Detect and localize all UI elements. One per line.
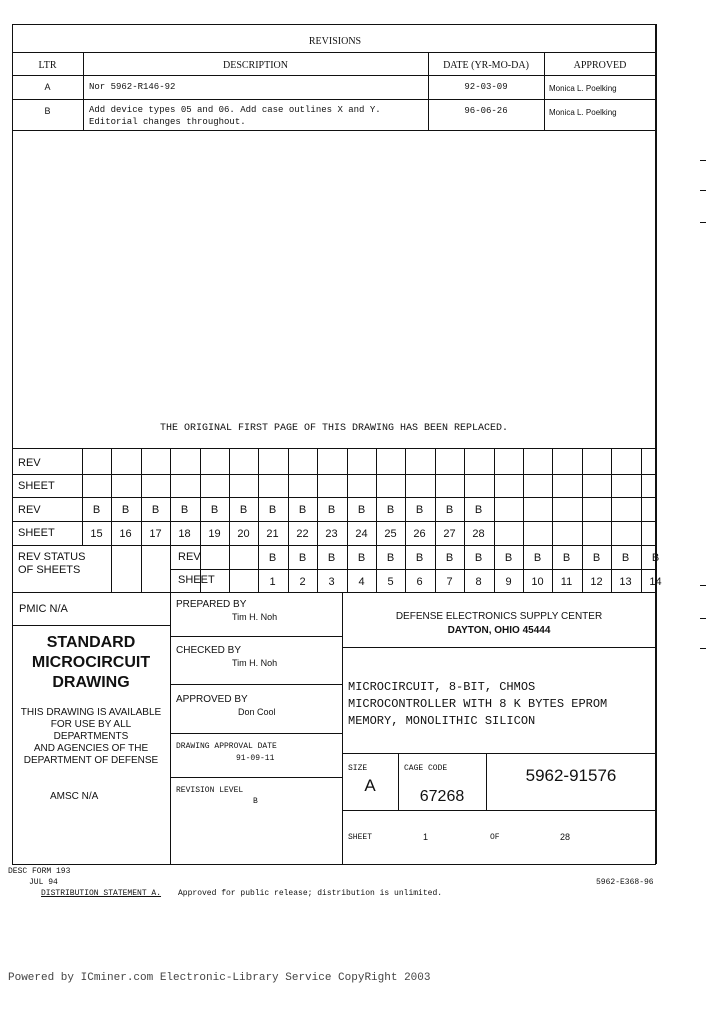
drawing-number: 5962-91576 [525,766,617,785]
distribution-text: Approved for public release; distribution is unlimited. [178,889,443,898]
replaced-note: THE ORIGINAL FIRST PAGE OF THIS DRAWING HAS BEEN REPLACED. [159,423,509,434]
availability-4: AND AGENCIES OF THE [33,743,149,754]
grid-column-line [141,448,142,592]
approved-by-name: Don Cool [238,707,276,717]
row2-sheet-cell: 19 [208,528,221,540]
document-code: 5962-E368-96 [596,878,654,887]
availability-2: FOR USE BY ALL [50,719,132,730]
row3-rev-cell: B [357,552,366,564]
row3-sheet-cell: 11 [560,576,573,588]
row3-sheet-cell: 2 [299,576,306,588]
sheet-value: 1 [423,832,429,842]
grid-column-line [611,448,612,592]
distribution-label: DISTRIBUTION STATEMENT A. [41,889,162,898]
row3-rev-cell: B [621,552,630,564]
agency-name: DEFENSE ELECTRONICS SUPPLY CENTER [395,611,603,622]
row2-rev-cell: B [121,504,130,516]
row2-rev-label: REV [18,504,41,516]
powered-by: Powered by ICminer.com Electronic-Library Service CopyRight 2003 [8,972,431,984]
grid-column-line [111,448,112,592]
row3-rev-cell: B [268,552,277,564]
approved-by-label: APPROVED BY [176,694,248,705]
approval-date: 91-09-11 [236,754,275,763]
rev-b-description-1: Add device types 05 and 06. Add case outlines X and Y. [89,105,381,115]
rev-b-approved: Monica L. Poelking [549,108,617,117]
row2-rev-cell: B [268,504,277,516]
row2-sheet-cell: 17 [149,528,162,540]
title-drawing: DRAWING [52,674,130,691]
rev-b-description-2: Editorial changes throughout. [89,117,246,127]
row2-sheet-cell: 28 [472,528,485,540]
title-microcircuit: MICROCIRCUIT [31,654,151,671]
grid-column-line [582,448,583,592]
size-value: A [364,776,376,795]
row3-sheet-cell: 8 [475,576,482,588]
grid-column-line [464,448,465,592]
availability-5: DEPARTMENT OF DEFENSE [23,755,159,766]
availability-1: THIS DRAWING IS AVAILABLE [20,707,162,718]
grid-column-line [435,448,436,592]
row3-rev-cell: B [504,552,513,564]
row2-sheet-cell: 27 [443,528,456,540]
row1-sheet-label: SHEET [18,480,55,492]
sheet-label: SHEET [348,833,373,842]
approval-date-label: DRAWING APPROVAL DATE [176,742,277,751]
grid-column-line [347,448,348,592]
grid-column-line [641,448,642,592]
row3-sheet-cell: 14 [649,576,662,588]
grid-column-line [376,448,377,592]
row3-rev-cell: B [415,552,424,564]
rev-a-ltr: A [44,82,51,92]
row3-rev-cell: B [327,552,336,564]
row3-sheet-cell: 1 [269,576,276,588]
checked-label: CHECKED BY [176,645,242,656]
device-title-2: MICROCONTROLLER WITH 8 K BYTES EPROM [348,697,608,711]
header-date: DATE (YR-MO-DA) [443,60,529,71]
row3-sheet-cell: 7 [446,576,453,588]
row3-sheet-cell: 13 [619,576,632,588]
row3-sheet-cell: 10 [531,576,544,588]
cage-code-label: CAGE CODE [404,764,448,773]
rev-a-description: Nor 5962-R146-92 [89,82,176,92]
row2-sheet-cell: 16 [119,528,132,540]
frame-top [12,24,656,25]
row2-sheet-cell: 21 [266,528,279,540]
pmic-label: PMIC N/A [19,603,68,615]
row2-rev-cell: B [357,504,366,516]
row3-rev-cell: B [298,552,307,564]
prepared-label: PREPARED BY [176,599,247,610]
row2-rev-cell: B [92,504,101,516]
row2-rev-cell: B [298,504,307,516]
total-sheets: 28 [560,832,571,842]
grid-column-line [170,448,171,592]
row3-sheet-cell: 12 [590,576,603,588]
grid-column-line [317,448,318,592]
row3-rev-cell: B [386,552,395,564]
grid-column-line [405,448,406,592]
cage-code-value: 67268 [419,788,465,805]
grid-column-line [552,448,553,592]
row2-rev-cell: B [386,504,395,516]
row2-rev-cell: B [415,504,424,516]
row3-rev-cell: B [562,552,571,564]
revision-level-label: REVISION LEVEL [176,786,244,795]
header-approved: APPROVED [573,60,627,71]
row2-sheet-label: SHEET [18,527,55,539]
grid-column-line [523,448,524,592]
rev-b-date: 96-06-26 [464,106,508,116]
frame-right [655,24,657,864]
row2-sheet-cell: 20 [237,528,250,540]
row2-sheet-cell: 15 [90,528,103,540]
rev-a-date: 92-03-09 [464,82,508,92]
row2-sheet-cell: 25 [384,528,397,540]
prepared-name: Tim H. Noh [232,612,278,622]
row2-sheet-cell: 26 [413,528,426,540]
availability-3: DEPARTMENTS [53,731,129,742]
revision-level: B [253,797,258,806]
row2-sheet-cell: 18 [178,528,191,540]
device-title-3: MEMORY, MONOLITHIC SILICON [348,714,536,728]
revisions-title: REVISIONS [308,36,362,47]
grid-column-line [258,448,259,592]
row2-rev-cell: B [474,504,483,516]
rev-status-label-1: REV STATUS [18,551,86,563]
row3-rev-cell: B [651,552,660,564]
form-number: DESC FORM 193 [8,867,71,876]
rev-status-label-2: OF SHEETS [18,564,81,576]
row3-sheet-cell: 5 [387,576,394,588]
row2-rev-cell: B [327,504,336,516]
row3-sheet-label: SHEET [178,574,215,586]
grid-column-line [229,448,230,592]
row2-rev-cell: B [151,504,160,516]
row3-rev-cell: B [533,552,542,564]
rev-a-approved: Monica L. Poelking [549,84,617,93]
amsc-label: AMSC N/A [50,791,99,802]
of-label: OF [490,833,500,842]
row2-rev-cell: B [180,504,189,516]
header-ltr: LTR [38,60,57,71]
rev-b-ltr: B [44,106,51,116]
device-title-1: MICROCIRCUIT, 8-BIT, CHMOS [348,680,536,694]
form-date: JUL 94 [29,878,58,887]
row2-sheet-cell: 24 [355,528,368,540]
grid-column-line [288,448,289,592]
row3-rev-cell: B [445,552,454,564]
row3-sheet-cell: 9 [505,576,512,588]
row2-sheet-cell: 23 [325,528,338,540]
row2-rev-cell: B [239,504,248,516]
checked-name: Tim H. Noh [232,658,278,668]
header-description: DESCRIPTION [222,60,288,71]
title-standard: STANDARD [46,634,136,651]
row2-rev-cell: B [445,504,454,516]
row3-rev-cell: B [592,552,601,564]
row2-rev-cell: B [210,504,219,516]
row1-rev-label: REV [18,457,41,469]
grid-column-line [494,448,495,592]
row3-sheet-cell: 6 [416,576,423,588]
row2-sheet-cell: 22 [296,528,309,540]
agency-city: DAYTON, OHIO 45444 [447,625,551,636]
row3-sheet-cell: 3 [328,576,335,588]
row3-rev-label: REV [178,551,201,563]
row3-sheet-cell: 4 [358,576,365,588]
row3-rev-cell: B [474,552,483,564]
size-label: SIZE [348,764,368,773]
grid-column-line [200,448,201,592]
